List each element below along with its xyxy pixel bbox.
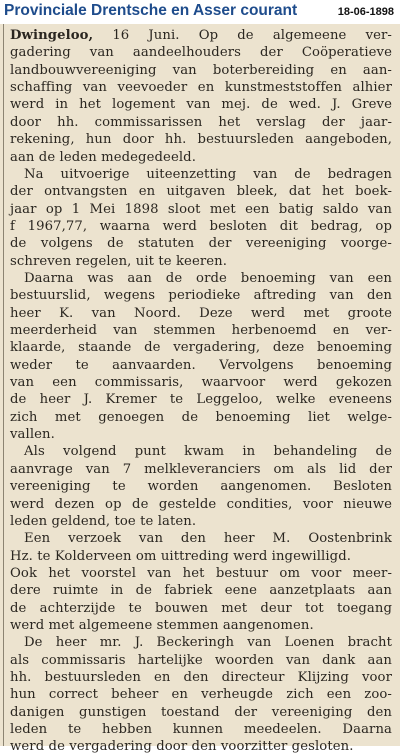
article-line-text: danigen gunstigen toestand der vereeniging den (10, 704, 392, 720)
article-line (10, 443, 392, 461)
article-line-text: door hh. commissarissen het verslag der jaar- (10, 114, 392, 130)
article-line (10, 114, 392, 132)
article-line (10, 617, 392, 635)
article-line-text: gadering van aandeelhouders der Coöperatieve (10, 45, 392, 61)
article-line (10, 79, 392, 97)
article-line-text: landbouwvereeniging van boterbereiding en aan- (10, 62, 392, 78)
article-line-text: vereeniging te worden aangenomen. Besloten (10, 479, 392, 495)
article-line-text: leden geldend, toe te laten. (10, 513, 197, 529)
article-line-text: Daarna was aan de orde benoeming van een (24, 270, 392, 286)
article-line-text: van een commissaris, waarvoor werd gekozen (10, 375, 392, 390)
article-line (10, 44, 392, 62)
article-line (10, 131, 392, 149)
article-line-text: meerderheid van stemmen herbenoemd en ver- (10, 323, 392, 338)
article-line-text: Ook het voorstel van het bestuur om voor meer- (10, 565, 392, 581)
article-line-text: De heer mr. J. Beckeringh van Loenen bracht (24, 635, 392, 651)
article-line (10, 62, 392, 80)
article-line (10, 235, 392, 253)
article-line-text: hun correct beheer en verheugde zich een zoo- (10, 687, 392, 703)
article-line (10, 287, 392, 305)
article-line (10, 461, 392, 479)
article-line (10, 669, 392, 687)
article-line (10, 183, 392, 201)
article-line-text: weder te aanvaarden. Vervolgens benoeming (10, 357, 392, 373)
article-line-text: bestuurslid, wegens periodieke aftreding van den (10, 288, 392, 304)
article-line-text: heer K. van Noord. Deze werd met groote (10, 305, 392, 321)
article-line (10, 496, 392, 514)
article-line (10, 391, 392, 409)
article-line (10, 166, 392, 184)
article-line-text: werd de vergadering door den voorzitter gesloten. (10, 739, 354, 755)
article-line (10, 565, 392, 583)
article-line-text: zich met genoegen de benoeming liet welge- (10, 409, 392, 425)
article-line-text: de achterzijde te bouwen met deur tot toegang (10, 600, 392, 616)
article-line-text: schaffing van veevoeder en kunstmeststoffen alhier (10, 80, 392, 96)
column-rule (3, 24, 4, 746)
page-header (0, 0, 400, 24)
article-line (10, 704, 392, 722)
article-line (10, 426, 392, 444)
article-line-text: dere ruimte in de fabriek eene aanzetplaats aan (10, 583, 392, 599)
article-line-text: aanvrage van 7 melkleveranciers om als lid der (10, 461, 392, 477)
article-line-text: aan de leden medegedeeld. (10, 149, 197, 165)
article-line-text: der ontvangsten en uitgaven bleek, dat het boek- (10, 184, 392, 200)
article-line-text: Als volgend punt kwam in behandeling de (24, 444, 392, 460)
article-line-text: werd dezen op de gestelde condities, voor nieuwe (10, 496, 392, 512)
publication-date: 18-06-1898 (337, 6, 394, 18)
article-line-text: rekening, hun door hh. bestuursleden aangeboden, (10, 132, 392, 148)
newspaper-clipping (0, 24, 400, 755)
article-line-text: Hz. te Kolderveen om uittreding werd ingewilligd. (10, 548, 352, 564)
article-line (10, 96, 392, 114)
article-line-text: Na uitvoerige uiteenzetting van de bedragen (24, 166, 392, 182)
publication-title: Provinciale Drentsche en Asser courant (4, 2, 298, 19)
article-line-text: Een verzoek van den heer M. Oostenbrink (24, 531, 392, 547)
article-line (10, 721, 392, 739)
article-line-text: f 1967,77, waarna werd besloten dit bedrag, op (10, 218, 392, 234)
article-line (10, 201, 392, 219)
article-line (10, 27, 392, 45)
article-line (10, 634, 392, 652)
article-line-text: de heer J. Kremer te Leggeloo, welke eveneens (10, 392, 392, 408)
article-line-text: hh. bestuursleden en den directeur Klijzing voor (10, 670, 392, 685)
article-line (10, 652, 392, 670)
article-line (10, 305, 392, 323)
dateline-place: Dwingeloo, (10, 28, 94, 43)
article-line-text: als commissaris hartelijke woorden van dank aan (10, 652, 392, 668)
article-line (10, 357, 392, 375)
article-line-text: de volgens de statuten der vereeniging voorge- (10, 236, 392, 252)
article-line (10, 218, 392, 236)
article-line (10, 686, 392, 704)
article-line (10, 149, 392, 167)
article-line (10, 322, 392, 340)
article-line (10, 582, 392, 600)
article-line-text: schreven regelen, uit te keeren. (10, 253, 228, 269)
article-line-text: leden te hebben kunnen meedeelen. Daarna (10, 722, 392, 737)
article-line-text: 16 Juni. Op de algemeene ver- (93, 28, 392, 43)
article-line-text: werd met algemeene stemmen aangenomen. (10, 617, 314, 633)
article-line-text: werd in het logement van mej. de wed. J. Greve (10, 97, 392, 113)
article-line (10, 253, 392, 271)
article-line (10, 530, 392, 548)
article-line (10, 513, 392, 531)
article-line (10, 409, 392, 427)
article-line (10, 374, 392, 392)
article-line (10, 600, 392, 618)
article-line (10, 270, 392, 288)
article-line (10, 478, 392, 496)
article-line-text: jaar op 1 Mei 1898 sloot met een batig saldo van (10, 201, 392, 217)
article-line-text: vallen. (10, 427, 55, 443)
article-line-text: klaarde, staande de vergadering, deze benoeming (10, 340, 392, 356)
article-line (10, 548, 392, 566)
article-line (10, 738, 392, 756)
article-line (10, 339, 392, 357)
